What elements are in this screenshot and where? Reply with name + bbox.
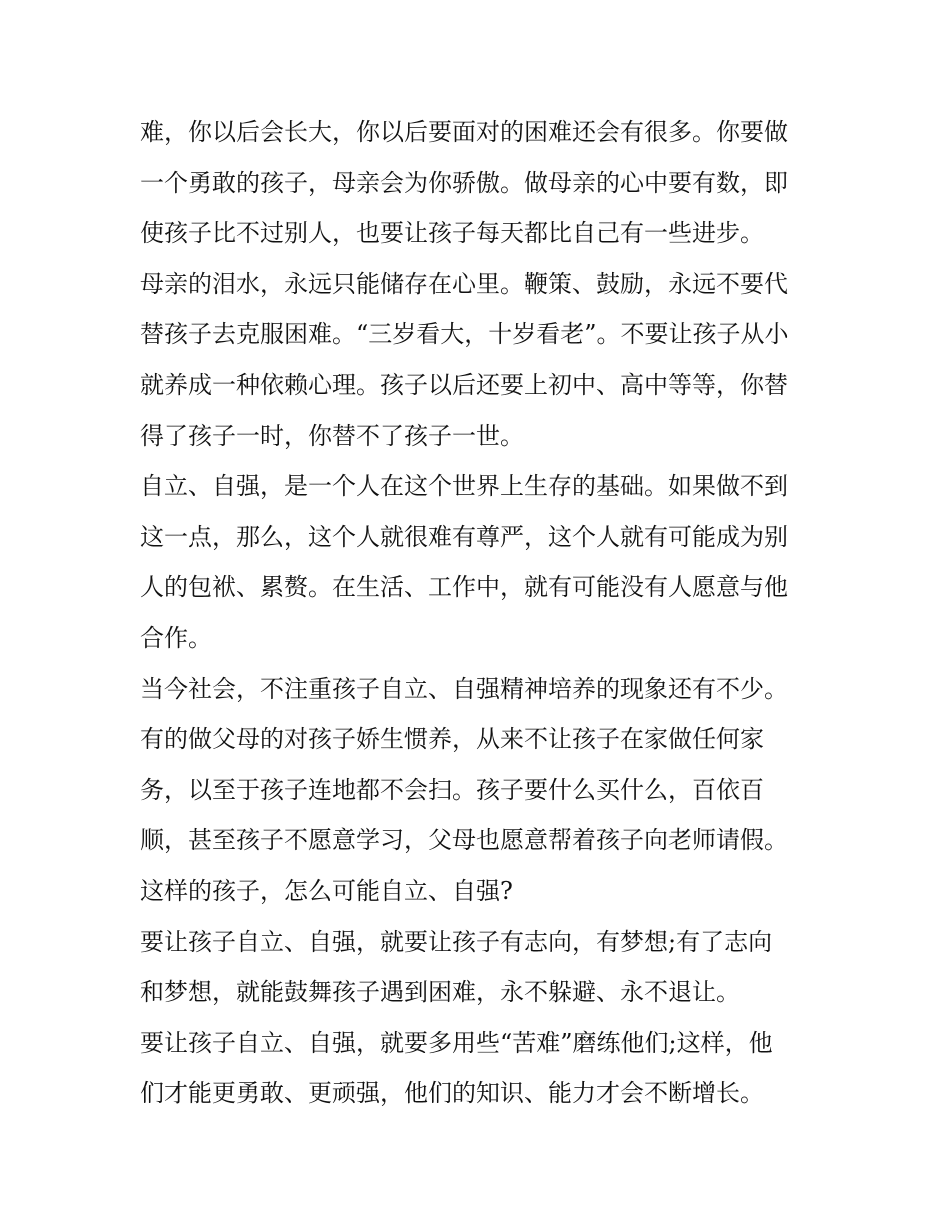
text-line: 得了孩子一时，你替不了孩子一世。 [140,421,524,450]
text-line: 这一点，那么，这个人就很难有尊严，这个人就有可能成为别 [140,522,788,551]
text-line: 替孩子去克服困难。“三岁看大，十岁看老”。不要让孩子从小 [140,320,789,349]
text-line: 母亲的泪水，永远只能储存在心里。鞭策、鼓励，永远不要代 [140,269,788,298]
text-line: 务，以至于孩子连地都不会扫。孩子要什么买什么，百依百 [140,775,764,804]
text-line: 使孩子比不过别人，也要让孩子每天都比自己有一些进步。 [140,219,764,248]
text-line: 们才能更勇敢、更顽强，他们的知识、能力才会不断增长。 [140,1079,764,1108]
text-line: 有的做父母的对孩子娇生惯养，从来不让孩子在家做任何家 [140,725,764,754]
text-line: 人的包袱、累赘。在生活、工作中，就有可能没有人愿意与他 [140,573,788,602]
text-line: 合作。 [140,623,212,652]
text-line: 难，你以后会长大，你以后要面对的困难还会有很多。你要做 [140,118,788,146]
text-line: 当今社会，不注重孩子自立、自强精神培养的现象还有不少。 [140,674,788,703]
text-line: 和梦想，就能鼓舞孩子遇到困难，永不躲避、永不退让。 [140,978,740,1007]
text-line: 顺，甚至孩子不愿意学习，父母也愿意帮着孩子向老师请假。 [140,826,788,855]
text-line: 要让孩子自立、自强，就要让孩子有志向，有梦想;有了志向 [140,927,773,956]
text-line: 就养成一种依赖心理。孩子以后还要上初中、高中等等，你替 [140,370,788,399]
text-line: 自立、自强，是一个人在这个世界上生存的基础。如果做不到 [140,472,788,501]
text-line: 一个勇敢的孩子，母亲会为你骄傲。做母亲的心中要有数，即 [140,168,788,197]
text-line: 要让孩子自立、自强，就要多用些“苦难”磨练他们;这样，他 [140,1028,773,1057]
text-line: 这样的孩子，怎么可能自立、自强? [140,876,513,905]
body-text [140,107,820,1119]
